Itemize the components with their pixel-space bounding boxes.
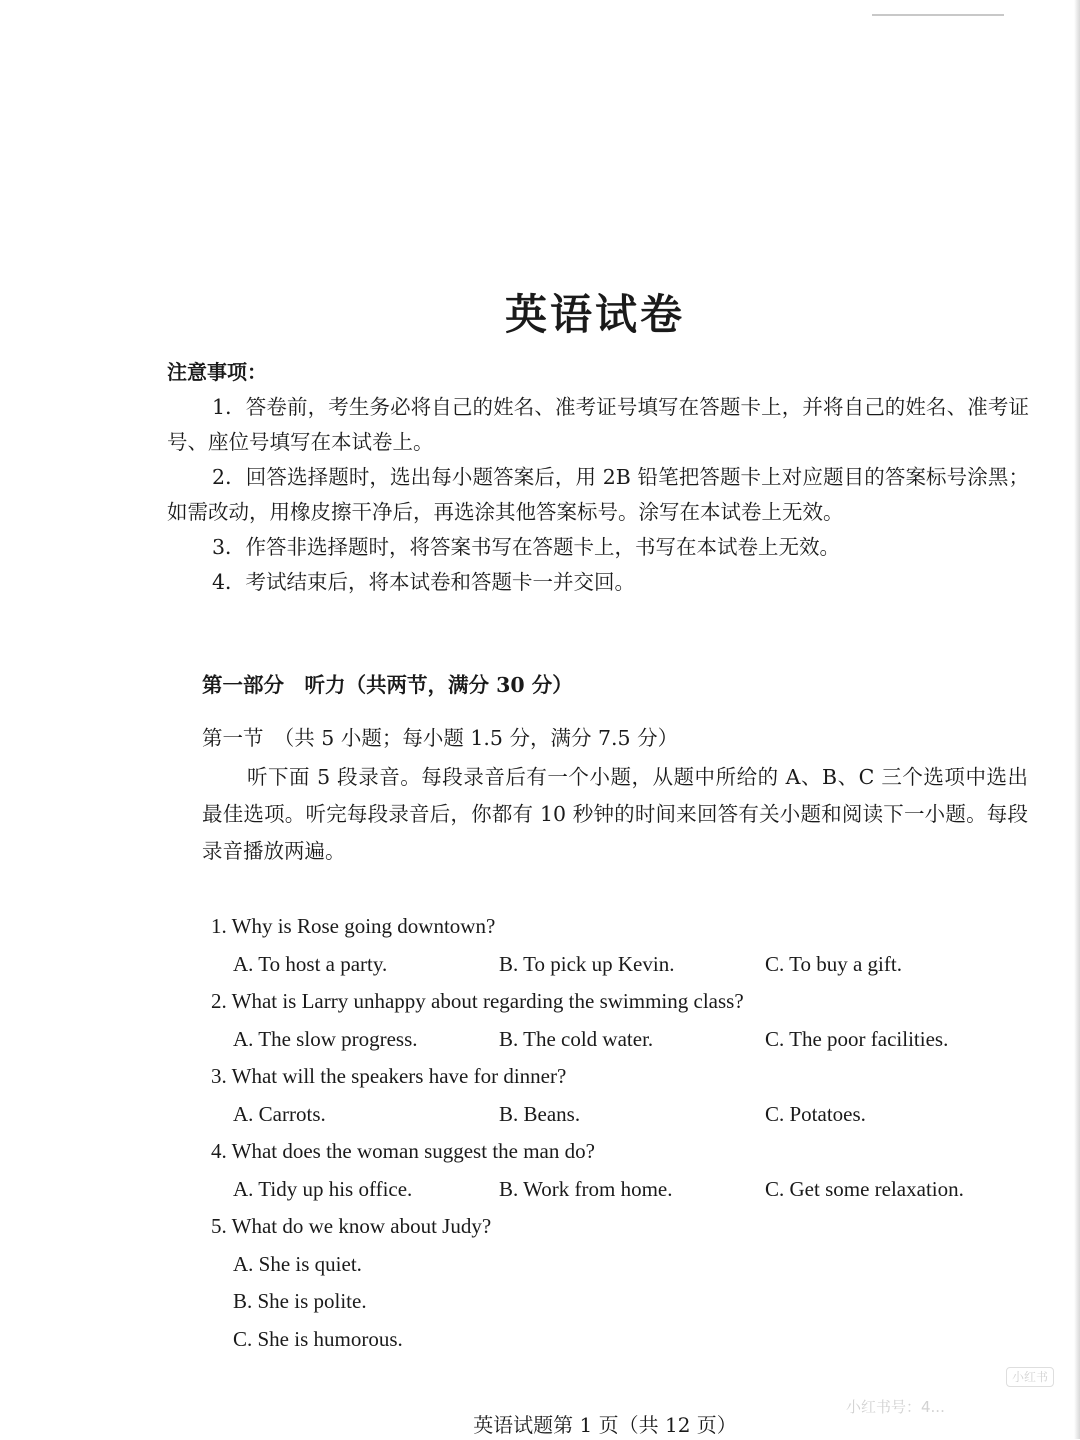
- question-stem: 5. What do we know about Judy?: [211, 1214, 492, 1238]
- option-b: B. Beans.: [499, 1101, 581, 1126]
- option-a: A. She is quiet.: [233, 1251, 362, 1276]
- question-stem: 1. Why is Rose going downtown?: [211, 914, 496, 938]
- notice-item: 2．回答选择题时，选出每小题答案后，用 2B 铅笔把答题卡上对应题目的答案标号涂黑；如需改动，用橡皮擦干净后，再选涂其他答案标号。涂写在本试卷上无效。: [167, 465, 1029, 524]
- option-b: B. Work from home.: [499, 1176, 673, 1201]
- page-footer: 英语试题第 1 页（共 12 页）: [473, 1413, 737, 1437]
- option-c: C. She is humorous.: [233, 1326, 403, 1351]
- watermark-badge: 小红书: [1006, 1367, 1054, 1387]
- option-row: [211, 946, 1031, 984]
- notice-heading: 注意事项：: [167, 360, 267, 384]
- part-heading: 第一部分 听力（共两节，满分 30 分）: [202, 673, 573, 697]
- notice-item: 3．作答非选择题时，将答案书写在答题卡上，书写在本试卷上无效。: [212, 535, 841, 559]
- exam-title: 英语试卷: [504, 290, 685, 339]
- question-list: [211, 908, 1031, 1358]
- option-row: [211, 1171, 1031, 1209]
- option-row: [211, 1021, 1031, 1059]
- question-stem: 2. What is Larry unhappy about regarding the swimming class?: [211, 989, 744, 1013]
- option-a: A. To host a party.: [233, 951, 388, 976]
- option-b: B. To pick up Kevin.: [499, 951, 675, 976]
- option-c: C. The poor facilities.: [765, 1026, 949, 1051]
- question-stem: 4. What does the woman suggest the man do?: [211, 1139, 595, 1163]
- option-b: B. The cold water.: [499, 1026, 654, 1051]
- option-b: B. She is polite.: [233, 1289, 367, 1313]
- option-a: A. Tidy up his office.: [233, 1176, 413, 1201]
- notice-item: 1．答卷前，考生务必将自己的姓名、准考证号填写在答题卡上，并将自己的姓名、准考证号、座位号填写在本试卷上。: [167, 395, 1029, 454]
- question-stem: 3. What will the speakers have for dinner?: [211, 1064, 567, 1088]
- option-c: C. Get some relaxation.: [765, 1176, 964, 1201]
- scan-mark: [872, 14, 1004, 16]
- option-row: [211, 1096, 1031, 1134]
- page-edge-shadow: [1074, 0, 1080, 1439]
- watermark-text: 小红书号：4...: [846, 1398, 945, 1416]
- section-heading: 第一节 （共 5 小题；每小题 1.5 分，满分 7.5 分）: [202, 726, 679, 750]
- notice-block: [167, 355, 1029, 600]
- option-a: A. The slow progress.: [233, 1026, 418, 1051]
- section-instruction: 听下面 5 段录音。每段录音后有一个小题，从题中所给的 A、B、C 三个选项中选出最佳选项。听完每段录音后，你都有 10 秒钟的时间来回答有关小题和阅读下一小题。每段录音播放两遍。: [202, 765, 1028, 863]
- notice-item: 4．考试结束后，将本试卷和答题卡一并交回。: [212, 570, 636, 594]
- option-a: A. Carrots.: [233, 1101, 326, 1126]
- option-c: C. Potatoes.: [765, 1101, 866, 1126]
- option-c: C. To buy a gift.: [765, 951, 902, 976]
